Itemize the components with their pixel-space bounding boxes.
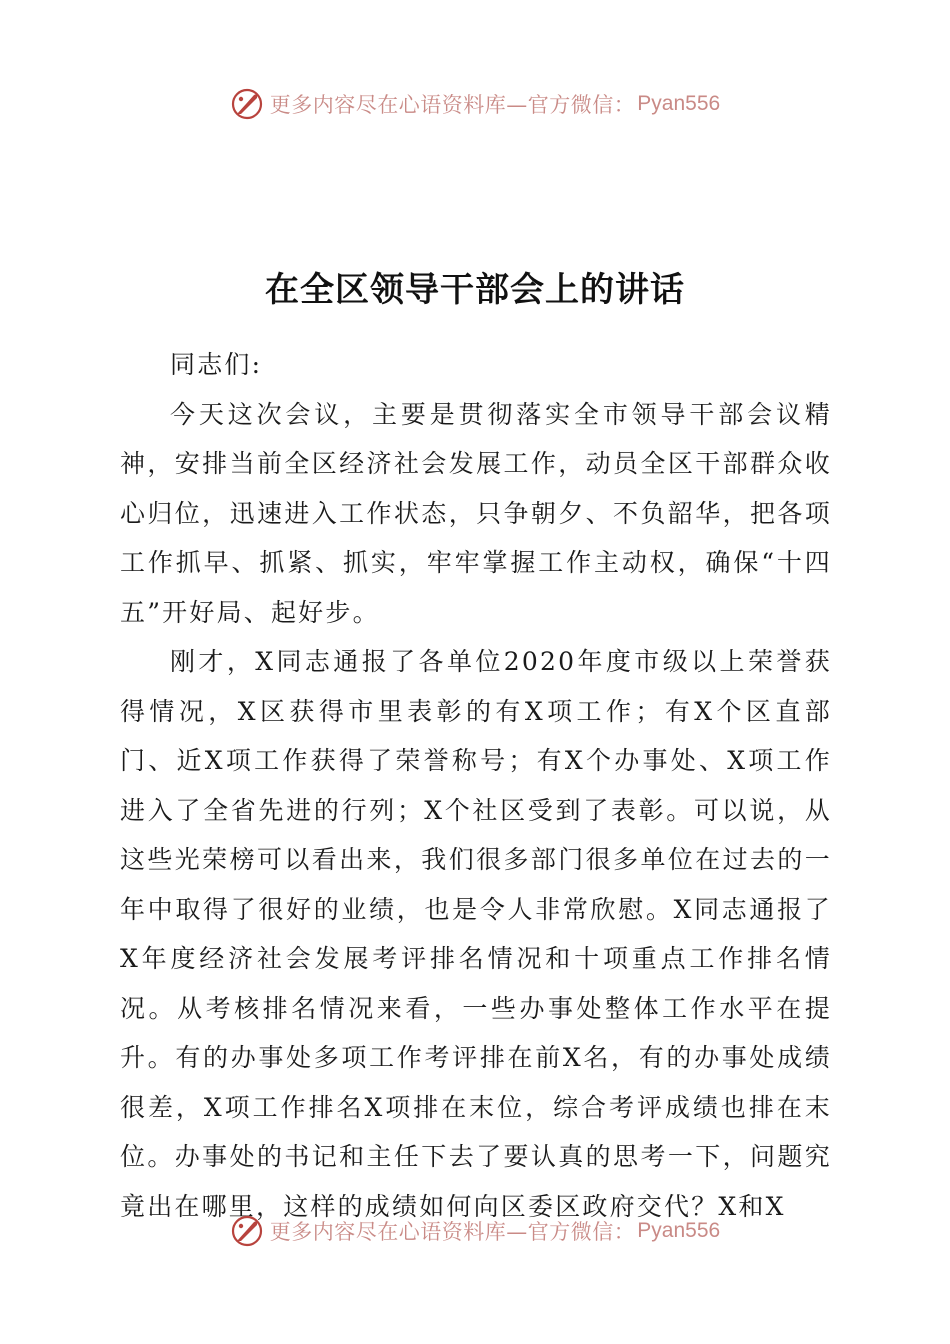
header-watermark (0, 84, 950, 124)
watermark-account: Pyan556 (637, 1219, 721, 1242)
body-paragraph: 今天这次会议，主要是贯彻落实全市领导干部会议精神，安排当前全区经济社会发展工作，动员全区干部群众收心归位，迅速进入工作状态，只争朝夕、不负韶华，把各项工作抓早、抓紧、抓实，牢牢掌握工作主动权，确保“十四五”开好局、起好步。 (120, 399, 832, 627)
quill-logo-icon (230, 1214, 264, 1248)
document-title: 在全区领导干部会上的讲话 (265, 270, 685, 310)
document-body (120, 340, 832, 1231)
watermark-text: 更多内容尽在心语资料库—官方微信： (269, 1220, 636, 1244)
body-paragraph: 刚才，X同志通报了各单位2020年度市级以上荣誉获得情况，X区获得市里表彰的有X项工作；有X个区直部门、近X项工作获得了荣誉称号；有X个办事处、X项工作进入了全省先进的行列；X个社区受到了表彰。可以说，从这些光荣榜可以看出来，我们很多部门很多单位在过去的一年中取得了很好的业绩，也是令人非常欣慰。X同志通报了X年度经济社会发展考评排名情况和十项重点工作排名情况。从考核排名情况来看，一些办事处整体工作水平在提升。有的办事处多项工作考评排在前X名，有的办事处成绩很差，X项工作排名X项排在末位，综合考评成绩也排在末位。办事处的书记和主任下去了要认真的思考一下，问题究竟出在哪里，这样的成绩如何向区委区政府交代？X和X (120, 647, 832, 1221)
salutation: 同志们: (170, 350, 263, 379)
quill-logo-icon (230, 87, 264, 121)
watermark-text: 更多内容尽在心语资料库—官方微信： (269, 93, 636, 117)
footer-watermark (0, 1211, 950, 1251)
watermark-account: Pyan556 (637, 92, 721, 115)
